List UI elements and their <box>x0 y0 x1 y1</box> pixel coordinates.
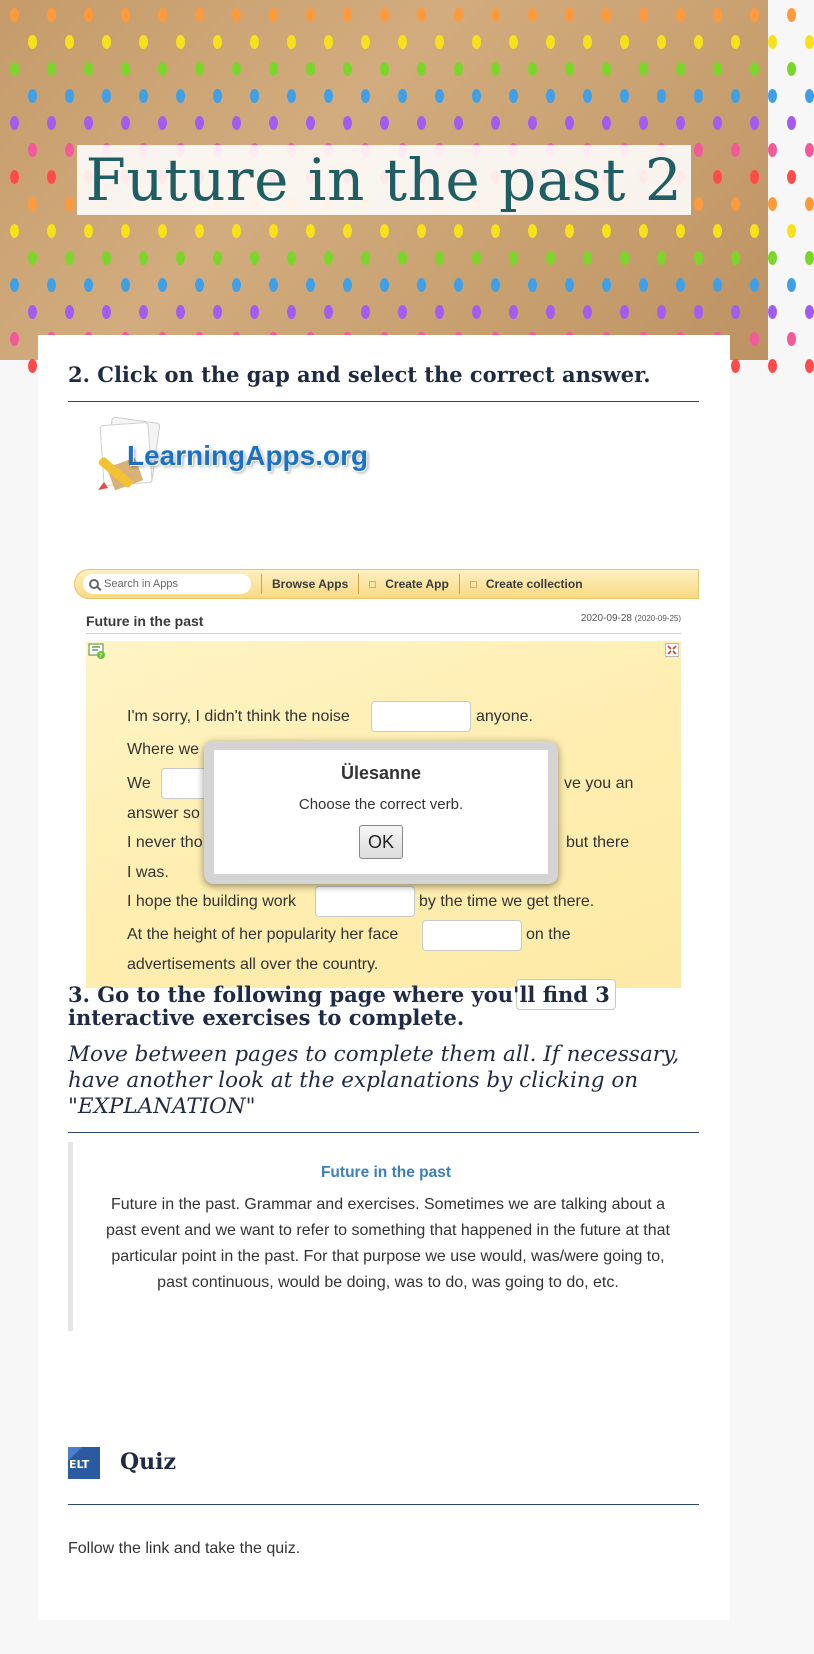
polka-dot <box>639 8 648 22</box>
polka-dot <box>417 8 426 22</box>
polka-dot <box>731 35 740 49</box>
polka-dot <box>10 116 19 130</box>
polka-dot <box>454 116 463 130</box>
polka-dot <box>28 89 37 103</box>
polka-dot <box>602 62 611 76</box>
polka-dot <box>528 224 537 238</box>
nav-separator <box>261 574 262 594</box>
polka-dot <box>195 224 204 238</box>
polka-dot <box>398 305 407 319</box>
dialog-message: Choose the correct verb. <box>298 796 464 813</box>
polka-dot <box>65 251 74 265</box>
polka-dot <box>565 278 574 292</box>
polka-dot <box>306 8 315 22</box>
polka-dot <box>417 116 426 130</box>
polka-dot <box>787 278 796 292</box>
polka-dot <box>324 35 333 49</box>
polka-dot <box>65 143 74 157</box>
polka-dot <box>620 35 629 49</box>
polka-dot <box>232 62 241 76</box>
polka-dot <box>213 89 222 103</box>
nav-create-app-label: Create App <box>385 577 449 591</box>
polka-dot <box>731 359 740 373</box>
polka-dot <box>343 278 352 292</box>
polka-dot <box>602 224 611 238</box>
polka-dot <box>768 251 777 265</box>
exercise-text: on the <box>526 926 571 943</box>
polka-dot <box>269 8 278 22</box>
polka-dot <box>713 224 722 238</box>
polka-dot <box>324 251 333 265</box>
exercise-text: but there <box>566 834 630 851</box>
polka-dot <box>232 116 241 130</box>
polka-dot <box>250 305 259 319</box>
polka-dot <box>306 116 315 130</box>
polka-dot <box>565 8 574 22</box>
app-date-secondary: (2020-09-25) <box>634 614 681 623</box>
app-title-divider <box>86 633 681 634</box>
polka-dot <box>805 251 814 265</box>
polka-dot <box>583 305 592 319</box>
polka-dot <box>435 305 444 319</box>
polka-dot <box>28 251 37 265</box>
polka-dot <box>787 62 796 76</box>
polka-dot <box>787 8 796 22</box>
polka-dot <box>528 278 537 292</box>
polka-dot <box>324 305 333 319</box>
polka-dot <box>768 143 777 157</box>
polka-dot <box>380 116 389 130</box>
polka-dot <box>380 224 389 238</box>
polka-dot <box>694 305 703 319</box>
polka-dot <box>546 305 555 319</box>
polka-dot <box>417 62 426 76</box>
polka-dot <box>195 116 204 130</box>
polka-dot <box>10 170 19 184</box>
polka-dot <box>491 62 500 76</box>
polka-dot <box>713 62 722 76</box>
polka-dot <box>343 116 352 130</box>
polka-dot <box>676 8 685 22</box>
section-divider <box>68 1132 699 1133</box>
polka-dot <box>528 62 537 76</box>
polka-dot <box>269 278 278 292</box>
polka-dot <box>195 8 204 22</box>
polka-dot <box>158 8 167 22</box>
polka-dot <box>287 251 296 265</box>
polka-dot <box>417 278 426 292</box>
polka-dot <box>380 62 389 76</box>
link-preview-title[interactable]: Future in the past <box>320 1164 452 1181</box>
polka-dot <box>750 224 759 238</box>
polka-dot <box>361 35 370 49</box>
polka-dot <box>676 278 685 292</box>
polka-dot <box>213 251 222 265</box>
polka-dot <box>528 116 537 130</box>
polka-dot <box>657 89 666 103</box>
polka-dot <box>787 116 796 130</box>
polka-dot <box>176 305 185 319</box>
polka-dot <box>750 62 759 76</box>
polka-dot <box>324 89 333 103</box>
polka-dot <box>694 143 703 157</box>
polka-dot <box>731 143 740 157</box>
link-preview-description: Future in the past. Grammar and exercises. Sometimes we are talking about a past event and we want to refer to something that happened in the future at that particular point in the past. For that purpose we use would, was/were going to, past continuous, would be doing, was to do, was going to do, etc. <box>106 1196 670 1291</box>
polka-dot <box>491 278 500 292</box>
polka-dot <box>398 35 407 49</box>
nav-create-collection[interactable] <box>470 577 583 591</box>
polka-dot <box>306 224 315 238</box>
exercise-frame <box>86 641 681 988</box>
polka-dot <box>158 62 167 76</box>
polka-dot <box>269 116 278 130</box>
polka-dot <box>768 197 777 211</box>
polka-dot <box>713 170 722 184</box>
polka-dot <box>306 278 315 292</box>
polka-dot <box>454 62 463 76</box>
app-date <box>581 613 681 624</box>
app-date-main: 2020-09-28 <box>580 613 632 624</box>
polka-dot <box>787 332 796 346</box>
polka-dot <box>602 116 611 130</box>
exercise-text: by the time we get there. <box>419 893 595 910</box>
polka-dot <box>768 35 777 49</box>
create-collection-icon <box>470 581 477 588</box>
polka-dot <box>84 278 93 292</box>
polka-dot <box>84 116 93 130</box>
polka-dot <box>528 8 537 22</box>
polka-dot <box>47 8 56 22</box>
polka-dot <box>694 35 703 49</box>
polka-dot <box>583 89 592 103</box>
polka-dot <box>583 35 592 49</box>
polka-dot <box>639 278 648 292</box>
polka-dot <box>787 170 796 184</box>
polka-dot <box>102 35 111 49</box>
polka-dot <box>380 8 389 22</box>
polka-dot <box>232 8 241 22</box>
exercise-text: I was. <box>127 864 169 881</box>
fullscreen-icon[interactable] <box>665 643 679 657</box>
section-2-heading: 2. Click on the gap and select the correct answer. <box>68 362 651 387</box>
polka-dot <box>47 62 56 76</box>
polka-dot <box>102 305 111 319</box>
search-placeholder: Search in Apps <box>104 578 178 590</box>
polka-dot <box>750 170 759 184</box>
polka-dot <box>454 224 463 238</box>
nav-separator <box>358 574 359 594</box>
polka-dot <box>694 197 703 211</box>
title-box <box>77 145 691 215</box>
polka-dot <box>676 224 685 238</box>
content-card <box>38 335 730 1620</box>
polka-dot <box>657 305 666 319</box>
alert-dialog-body <box>214 750 548 874</box>
learningapps-embed[interactable] <box>68 412 699 973</box>
polka-dot <box>28 197 37 211</box>
elt-logo-icon <box>68 1447 100 1479</box>
polka-dot <box>805 89 814 103</box>
exercise-text: ve you an <box>564 775 634 792</box>
polka-dot <box>509 89 518 103</box>
exercise-text: I never tho <box>127 834 203 851</box>
polka-dot <box>176 251 185 265</box>
learningapps-logo-text[interactable]: LearningApps.org <box>127 440 369 471</box>
polka-dot <box>287 35 296 49</box>
polka-dot <box>805 359 814 373</box>
polka-dot <box>546 35 555 49</box>
polka-dot <box>491 116 500 130</box>
answer-gap[interactable] <box>315 886 415 917</box>
exercise-text: answer so <box>127 805 200 822</box>
polka-dot <box>121 62 130 76</box>
polka-dot <box>269 224 278 238</box>
polka-dot <box>491 224 500 238</box>
polka-dot <box>287 89 296 103</box>
polka-dot <box>343 62 352 76</box>
polka-dot <box>509 35 518 49</box>
polka-dot <box>213 305 222 319</box>
polka-dot <box>139 35 148 49</box>
polka-dot <box>472 251 481 265</box>
polka-dot <box>10 8 19 22</box>
polka-dot <box>491 8 500 22</box>
polka-dot <box>361 89 370 103</box>
polka-dot <box>454 278 463 292</box>
polka-dot <box>10 62 19 76</box>
polka-dot <box>121 278 130 292</box>
exercise-text: Where we <box>127 741 200 758</box>
exercise-text: anyone. <box>476 708 533 725</box>
polka-dot <box>787 224 796 238</box>
polka-dot <box>121 224 130 238</box>
polka-dot <box>546 251 555 265</box>
exercise-text: I'm sorry, I didn't think the noise <box>127 708 350 725</box>
polka-dot <box>768 305 777 319</box>
polka-dot <box>10 332 19 346</box>
polka-dot <box>176 35 185 49</box>
polka-dot <box>65 35 74 49</box>
exercise-text: We <box>127 775 151 792</box>
polka-dot <box>694 89 703 103</box>
quiz-instructions: Follow the link and take the quiz. <box>68 1540 301 1557</box>
polka-dot <box>620 251 629 265</box>
nav-separator <box>459 574 460 594</box>
polka-dot <box>731 89 740 103</box>
polka-dot <box>287 305 296 319</box>
polka-dot <box>639 62 648 76</box>
dialog-title: Ülesanne <box>340 763 422 783</box>
polka-dot <box>768 359 777 373</box>
polka-dot <box>380 278 389 292</box>
polka-dot <box>84 62 93 76</box>
polka-dot <box>28 305 37 319</box>
polka-dot <box>269 62 278 76</box>
polka-dot <box>195 62 204 76</box>
polka-dot <box>232 278 241 292</box>
polka-dot <box>713 116 722 130</box>
polka-dot <box>343 8 352 22</box>
polka-dot <box>768 89 777 103</box>
polka-dot <box>620 305 629 319</box>
polka-dot <box>398 89 407 103</box>
polka-dot <box>398 251 407 265</box>
polka-dot <box>10 224 19 238</box>
polka-dot <box>583 251 592 265</box>
polka-dot <box>121 116 130 130</box>
polka-dot <box>435 251 444 265</box>
polka-dot <box>102 89 111 103</box>
answer-gap[interactable] <box>371 701 471 732</box>
polka-dot <box>47 116 56 130</box>
ok-button[interactable]: OK <box>359 825 403 859</box>
polka-dot <box>454 8 463 22</box>
polka-dot <box>565 62 574 76</box>
nav-browse-apps-label: Browse Apps <box>272 577 349 591</box>
polka-dot <box>602 8 611 22</box>
create-app-icon <box>369 581 376 588</box>
alert-dialog <box>204 741 558 884</box>
polka-dot <box>620 89 629 103</box>
learningapps-nav-bar <box>74 569 699 599</box>
polka-dot <box>28 359 37 373</box>
polka-dot <box>213 35 222 49</box>
polka-dot <box>176 89 185 103</box>
polka-dot <box>306 62 315 76</box>
polka-dot <box>361 305 370 319</box>
polka-dot <box>713 278 722 292</box>
polka-dot <box>435 89 444 103</box>
polka-dot <box>139 251 148 265</box>
polka-dot <box>250 35 259 49</box>
polka-dot <box>731 305 740 319</box>
page-title: Future in the past 2 <box>85 146 683 214</box>
polka-dot <box>731 197 740 211</box>
polka-dot <box>509 251 518 265</box>
polka-dot <box>250 251 259 265</box>
polka-dot <box>232 224 241 238</box>
polka-dot <box>657 35 666 49</box>
polka-dot <box>47 278 56 292</box>
section-3-subtitle: Move between pages to complete them all. If necessary, have another look at the explanations by clicking on "EXPLANATION" <box>68 1042 680 1119</box>
polka-dot <box>676 62 685 76</box>
polka-dot <box>472 305 481 319</box>
svg-text:?: ? <box>99 652 103 660</box>
polka-dot <box>343 224 352 238</box>
polka-dot <box>158 224 167 238</box>
section-3-heading: 3. Go to the following page where you'll find 3 interactive exercises to complete. <box>68 982 610 1031</box>
polka-dot <box>713 8 722 22</box>
polka-dot <box>731 251 740 265</box>
polka-dot <box>84 224 93 238</box>
polka-dot <box>10 278 19 292</box>
polka-dot <box>84 8 93 22</box>
polka-dot <box>546 89 555 103</box>
exercise-text: At the height of her popularity her face <box>127 926 399 943</box>
polka-dot <box>65 197 74 211</box>
polka-dot <box>750 116 759 130</box>
polka-dot <box>102 251 111 265</box>
answer-gap[interactable] <box>422 920 522 951</box>
polka-dot <box>139 89 148 103</box>
polka-dot <box>472 35 481 49</box>
polka-dot <box>639 224 648 238</box>
exercise-text: advertisements all over the country. <box>127 956 379 973</box>
link-preview[interactable] <box>68 1142 699 1331</box>
polka-dot <box>472 89 481 103</box>
polka-dot <box>750 8 759 22</box>
exercise-text: I hope the building work <box>127 893 296 910</box>
polka-dot <box>639 116 648 130</box>
polka-dot <box>676 116 685 130</box>
polka-dot <box>47 224 56 238</box>
polka-dot <box>65 305 74 319</box>
polka-dot <box>195 278 204 292</box>
help-icon[interactable] <box>88 643 106 659</box>
polka-dot <box>47 170 56 184</box>
polka-dot <box>805 35 814 49</box>
polka-dot <box>139 305 148 319</box>
polka-dot <box>121 8 130 22</box>
polka-dot <box>805 143 814 157</box>
polka-dot <box>805 197 814 211</box>
header-banner <box>0 0 768 360</box>
polka-dot <box>750 278 759 292</box>
polka-dot <box>750 332 759 346</box>
section-divider <box>68 1504 699 1505</box>
search-input[interactable] <box>83 574 251 594</box>
polka-dot <box>250 89 259 103</box>
polka-dot <box>509 305 518 319</box>
quiz-heading: Quiz <box>120 1449 177 1475</box>
polka-dot <box>602 278 611 292</box>
polka-dot <box>361 251 370 265</box>
section-divider <box>68 401 699 402</box>
polka-dot <box>565 224 574 238</box>
elt-logo-text: ELT <box>69 1458 90 1471</box>
polka-dot <box>435 35 444 49</box>
polka-dot <box>158 116 167 130</box>
nav-browse-apps[interactable] <box>272 577 348 591</box>
polka-dot <box>565 116 574 130</box>
polka-dot <box>805 305 814 319</box>
search-icon <box>89 579 99 589</box>
app-title: Future in the past <box>86 613 204 629</box>
nav-create-collection-label: Create collection <box>485 577 583 591</box>
polka-dot <box>417 224 426 238</box>
nav-create-app[interactable] <box>369 577 449 591</box>
polka-dot <box>657 251 666 265</box>
polka-dot <box>65 89 74 103</box>
polka-dot <box>28 35 37 49</box>
polka-dot <box>158 278 167 292</box>
polka-dot <box>28 143 37 157</box>
polka-dot <box>694 251 703 265</box>
